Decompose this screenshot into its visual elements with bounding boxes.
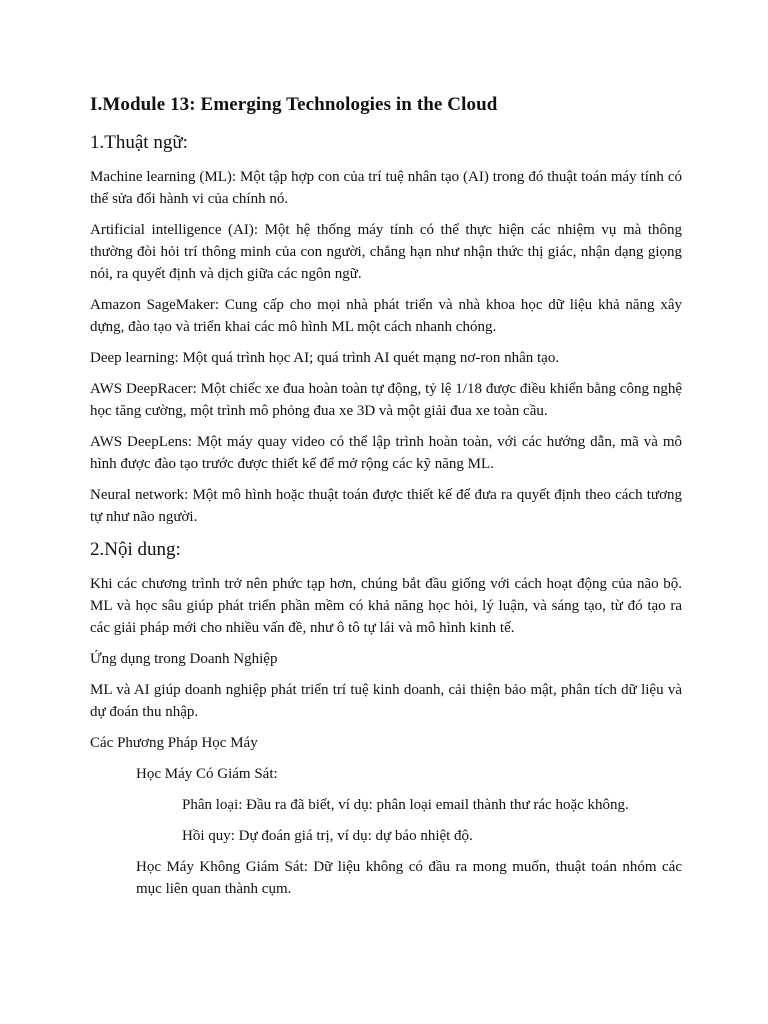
- unsupervised-item: Học Máy Không Giám Sát: Dữ liệu không có đầu ra mong muốn, thuật toán nhóm các mục liên quan thành cụm.: [136, 859, 682, 897]
- classification-item: Phân loại: Đầu ra đã biết, ví dụ: phân loại email thành thư rác hoặc không.: [182, 797, 629, 813]
- term-deep-learning: Deep learning: Một quá trình học AI; quá trình AI quét mạng nơ-ron nhân tạo.: [90, 350, 560, 366]
- document-page: [90, 92, 682, 909]
- term-aws-deepracer: AWS DeepRacer: Một chiếc xe đua hoàn toàn tự động, tỷ lệ 1/18 được điều khiển bằng công nghệ học tăng cường, một trình mô phỏng đua xe 3D và một giải đua xe toàn cầu.: [90, 381, 682, 419]
- content-intro: Khi các chương trình trở nên phức tạp hơn, chúng bắt đầu giống với cách hoạt động của não bộ. ML và học sâu giúp phát triển phần mềm có khả năng học hỏi, lý luận, và sáng tạo, từ đó tạo ra các giải pháp mới cho nhiều vấn đề, như ô tô tự lái và mô hình kinh tế.: [90, 576, 682, 636]
- term-amazon-sagemaker: Amazon SageMaker: Cung cấp cho mọi nhà phát triển và nhà khoa học dữ liệu khả năng xây dựng, đào tạo và triển khai các mô hình ML một cách nhanh chóng.: [90, 297, 682, 335]
- business-heading: Ứng dụng trong Doanh Nghiệp: [90, 651, 278, 667]
- term-neural-network: Neural network: Một mô hình hoặc thuật toán được thiết kế để đưa ra quyết định theo cách tương tự như não người.: [90, 487, 682, 525]
- business-text: ML và AI giúp doanh nghiệp phát triển trí tuệ kinh doanh, cải thiện bảo mật, phân tích dữ liệu và dự đoán thu nhập.: [90, 682, 682, 720]
- regression-item: Hồi quy: Dự đoán giá trị, ví dụ: dự báo nhiệt độ.: [182, 828, 473, 844]
- supervised-heading: Học Máy Có Giám Sát:: [136, 766, 278, 782]
- document-title: I.Module 13: Emerging Technologies in the Cloud: [90, 94, 498, 115]
- methods-heading: Các Phương Pháp Học Máy: [90, 735, 258, 751]
- terms-heading: 1.Thuật ngữ:: [90, 132, 188, 153]
- term-artificial-intelligence: Artificial intelligence (AI): Một hệ thống máy tính có thể thực hiện các nhiệm vụ mà thông thường đòi hỏi trí thông minh của con người, chẳng hạn như nhận thức thị giác, nhận dạng giọng nói, ra quyết định và dịch giữa các ngôn ngữ.: [90, 222, 682, 282]
- term-machine-learning: Machine learning (ML): Một tập hợp con của trí tuệ nhân tạo (AI) trong đó thuật toán máy tính có thể sửa đổi hành vi của chính nó.: [90, 169, 682, 207]
- content-heading: 2.Nội dung:: [90, 539, 181, 560]
- term-aws-deeplens: AWS DeepLens: Một máy quay video có thể lập trình hoàn toàn, với các hướng dẫn, mã và mô hình được đào tạo trước được thiết kế để mở rộng các kỹ năng ML.: [90, 434, 682, 472]
